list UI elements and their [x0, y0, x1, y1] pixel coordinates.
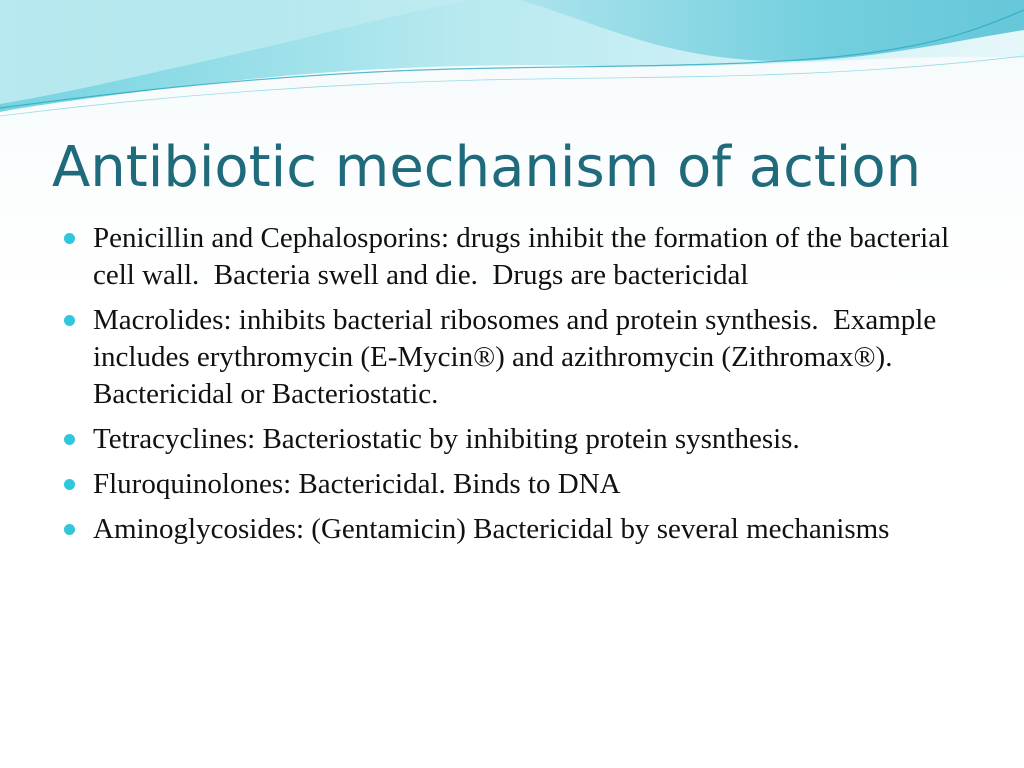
bullet-text: Macrolides: inhibits bacterial ribosomes and protein synthesis. Example includes erythromycin (E-Mycin®) and azithromycin (Zithromax®). Bactericidal or Bacteriostatic. [93, 304, 944, 410]
slide-title: Antibiotic mechanism of action [52, 135, 922, 200]
bullet-text: Penicillin and Cephalosporins: drugs inhibit the formation of the bacterial cell wall. Bacteria swell and die. Drugs are bactericidal [93, 222, 957, 291]
list-item [62, 511, 962, 548]
bullet-marker-icon [64, 524, 75, 535]
list-item [62, 302, 962, 413]
list-item [62, 421, 962, 458]
list-item [62, 220, 962, 294]
bullet-marker-icon [64, 233, 75, 244]
bullet-text: Tetracyclines: Bacteriostatic by inhibiting protein sysnthesis. [93, 423, 800, 455]
list-item [62, 466, 962, 503]
bullet-text: Fluroquinolones: Bactericidal. Binds to DNA [93, 468, 621, 500]
bullet-marker-icon [64, 479, 75, 490]
bullet-list [62, 220, 962, 556]
bullet-marker-icon [64, 315, 75, 326]
bullet-marker-icon [64, 434, 75, 445]
bullet-text: Aminoglycosides: (Gentamicin) Bactericidal by several mechanisms [93, 513, 890, 545]
header-wave-decoration [0, 0, 1024, 130]
